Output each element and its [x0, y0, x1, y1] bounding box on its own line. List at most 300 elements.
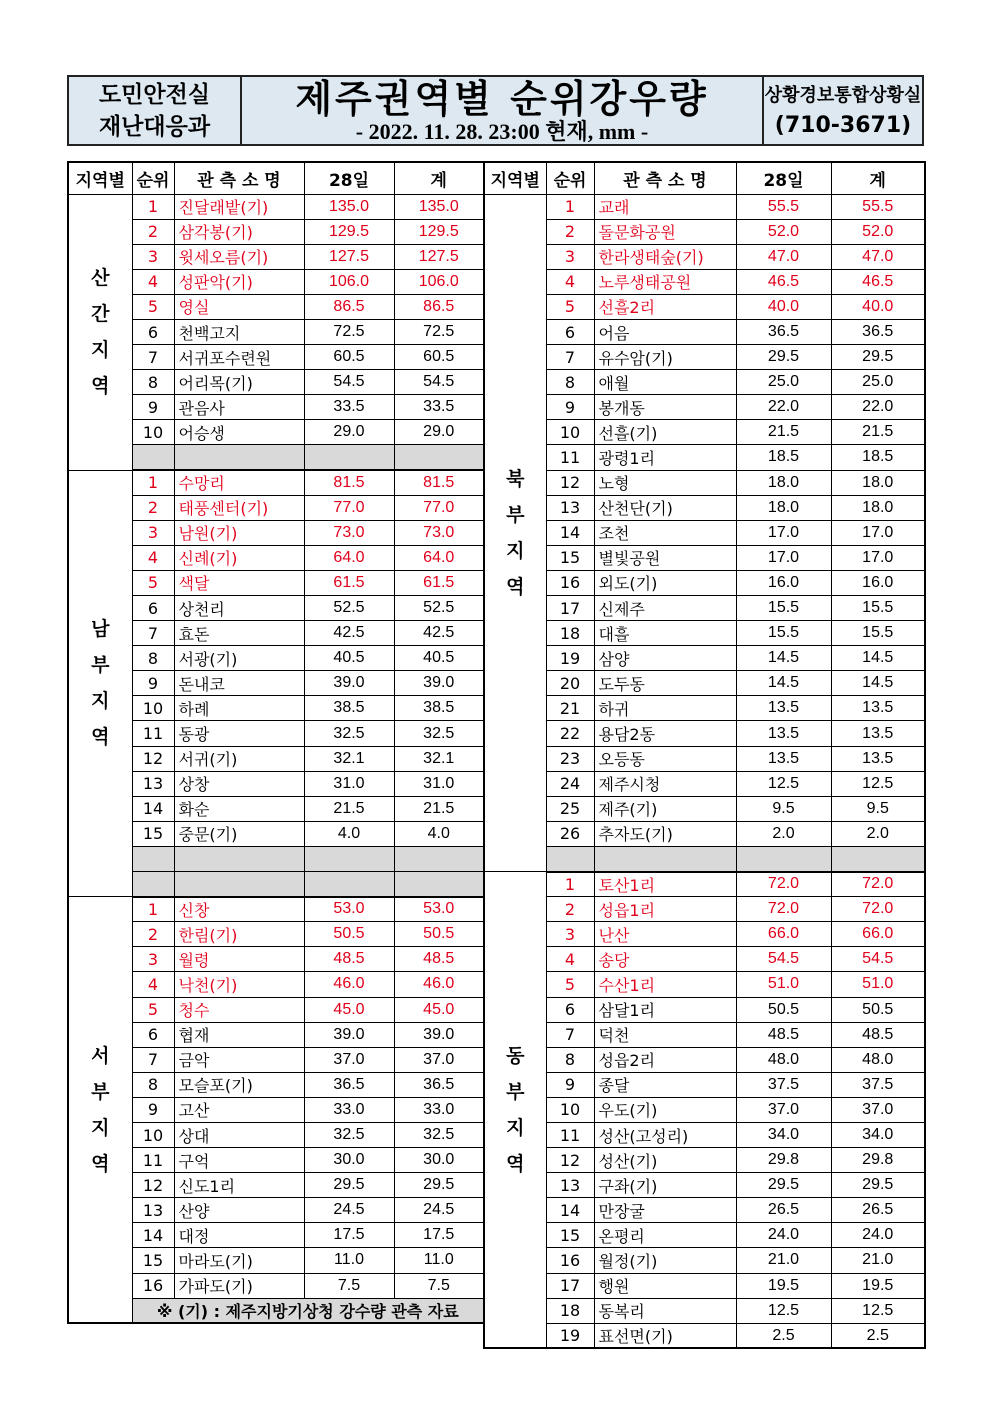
day-rainfall-cell: 72.0	[736, 872, 831, 897]
station-name-cell: 월정(기)	[594, 1248, 736, 1273]
station-name-cell: 천백고지	[174, 319, 304, 344]
total-rainfall-cell: 24.0	[831, 1223, 925, 1248]
total-rainfall-cell: 29.5	[831, 1173, 925, 1198]
total-rainfall-cell: 18.5	[831, 445, 925, 470]
day-rainfall-cell: 129.5	[304, 219, 394, 244]
day-rainfall-cell: 21.5	[736, 420, 831, 445]
total-rainfall-cell: 2.0	[831, 821, 925, 846]
total-rainfall-cell: 86.5	[394, 294, 484, 319]
day-rainfall-cell: 55.5	[736, 194, 831, 219]
table-row	[484, 1173, 925, 1198]
total-rainfall-cell: 135.0	[394, 194, 484, 219]
rank-col-header: 순위	[546, 162, 594, 194]
table-row	[484, 495, 925, 520]
region-label	[484, 194, 546, 872]
day-rainfall-cell: 66.0	[736, 922, 831, 947]
station-name-cell: 신도1리	[174, 1173, 304, 1198]
station-name-cell: 종달	[594, 1072, 736, 1097]
rank-cell: 23	[546, 746, 594, 771]
day-rainfall-cell: 2.5	[736, 1323, 831, 1348]
day-rainfall-cell: 52.5	[304, 596, 394, 621]
station-name-cell: 만장굴	[594, 1198, 736, 1223]
rank-cell: 2	[132, 219, 174, 244]
day-rainfall-cell: 127.5	[304, 244, 394, 269]
station-name-cell: 제주(기)	[594, 796, 736, 821]
station-name-cell: 표선면(기)	[594, 1323, 736, 1348]
total-rainfall-cell: 48.5	[831, 1022, 925, 1047]
day-rainfall-cell: 12.5	[736, 1298, 831, 1323]
total-rainfall-cell: 48.5	[394, 947, 484, 972]
table-row	[484, 420, 925, 445]
station-name-cell: 상창	[174, 771, 304, 796]
day-rainfall-cell: 11.0	[304, 1248, 394, 1273]
table-row	[484, 1097, 925, 1122]
day-rainfall-cell: 16.0	[736, 570, 831, 595]
day-rainfall-cell: 15.5	[736, 621, 831, 646]
day-rainfall-cell: 25.0	[736, 370, 831, 395]
right-rainfall-table	[483, 161, 926, 1349]
table-row	[484, 821, 925, 846]
blank-cell	[132, 846, 174, 871]
rank-cell: 4	[546, 947, 594, 972]
rank-cell: 12	[546, 470, 594, 495]
region-label-char: 지	[91, 1116, 110, 1139]
day-rainfall-cell: 50.5	[304, 922, 394, 947]
rank-cell: 7	[546, 1022, 594, 1047]
total-rainfall-cell: 52.5	[394, 596, 484, 621]
blank-cell	[132, 872, 174, 897]
blank-cell	[394, 872, 484, 897]
rank-cell: 11	[132, 1148, 174, 1173]
blank-row	[484, 846, 925, 871]
station-name-cell: 중문(기)	[174, 821, 304, 846]
total-rainfall-cell: 18.0	[831, 495, 925, 520]
table-row	[484, 972, 925, 997]
department-line1: 도민안전실	[98, 81, 211, 108]
rank-cell: 6	[132, 596, 174, 621]
rank-cell: 13	[546, 1173, 594, 1198]
station-name-cell: 진달래밭(기)	[174, 194, 304, 219]
table-row	[484, 1223, 925, 1248]
total-rainfall-cell: 21.5	[394, 796, 484, 821]
station-name-cell: 상천리	[174, 596, 304, 621]
station-name-cell: 우도(기)	[594, 1097, 736, 1122]
station-name-cell: 신제주	[594, 596, 736, 621]
day-rainfall-cell: 60.5	[304, 345, 394, 370]
total-rainfall-cell: 46.5	[831, 269, 925, 294]
day-rainfall-cell: 12.5	[736, 771, 831, 796]
total-rainfall-cell: 13.5	[831, 746, 925, 771]
rank-cell: 1	[546, 194, 594, 219]
day-rainfall-cell: 40.5	[304, 646, 394, 671]
station-name-cell: 성판악(기)	[174, 269, 304, 294]
rank-cell: 11	[546, 445, 594, 470]
table-row	[484, 796, 925, 821]
column-header-row	[484, 162, 925, 194]
station-name-cell: 송당	[594, 947, 736, 972]
station-name-cell: 별빛공원	[594, 545, 736, 570]
total-rainfall-cell: 39.0	[394, 671, 484, 696]
rank-cell: 7	[132, 345, 174, 370]
total-rainfall-cell: 13.5	[831, 721, 925, 746]
day-rainfall-cell: 37.0	[304, 1047, 394, 1072]
region-label-char: 남	[91, 618, 110, 641]
page-title: 제주권역별 순위강우량	[295, 76, 709, 121]
day-rainfall-cell: 29.8	[736, 1148, 831, 1173]
day-rainfall-cell: 46.0	[304, 972, 394, 997]
day-rainfall-cell: 77.0	[304, 495, 394, 520]
total-rainfall-cell: 55.5	[831, 194, 925, 219]
station-name-cell: 선흘2리	[594, 294, 736, 319]
total-rainfall-cell: 32.5	[394, 721, 484, 746]
left-rainfall-table	[67, 161, 485, 1324]
station-name-cell: 윗세오름(기)	[174, 244, 304, 269]
day-rainfall-cell: 61.5	[304, 570, 394, 595]
rank-cell: 1	[132, 470, 174, 495]
day-rainfall-cell: 17.5	[304, 1223, 394, 1248]
station-name-cell: 월령	[174, 947, 304, 972]
station-name-cell: 하례	[174, 696, 304, 721]
station-name-cell: 삼각봉(기)	[174, 219, 304, 244]
rank-cell: 18	[546, 621, 594, 646]
day-rainfall-cell: 7.5	[304, 1273, 394, 1298]
total-rainfall-cell: 29.0	[394, 420, 484, 445]
day-rainfall-cell: 4.0	[304, 821, 394, 846]
total-rainfall-cell: 40.0	[831, 294, 925, 319]
region-label-char: 역	[91, 375, 110, 398]
day-rainfall-cell: 73.0	[304, 520, 394, 545]
total-rainfall-cell: 129.5	[394, 219, 484, 244]
total-rainfall-cell: 34.0	[831, 1122, 925, 1147]
total-rainfall-cell: 12.5	[831, 771, 925, 796]
station-name-cell: 영실	[174, 294, 304, 319]
region-label-char: 간	[91, 303, 110, 326]
rank-cell: 17	[546, 1273, 594, 1298]
station-name-cell: 협재	[174, 1022, 304, 1047]
region-label-char: 지	[91, 690, 110, 713]
total-rainfall-cell: 14.5	[831, 671, 925, 696]
total-rainfall-cell: 25.0	[831, 370, 925, 395]
day-rainfall-cell: 36.5	[736, 319, 831, 344]
blank-cell	[594, 846, 736, 871]
station-name-cell: 돈내코	[174, 671, 304, 696]
total-rainfall-cell: 46.0	[394, 972, 484, 997]
day-rainfall-cell: 34.0	[736, 1122, 831, 1147]
rank-cell: 14	[132, 796, 174, 821]
station-name-cell: 삼양	[594, 646, 736, 671]
rank-cell: 11	[546, 1122, 594, 1147]
rank-cell: 10	[546, 1097, 594, 1122]
blank-cell	[831, 846, 925, 871]
rank-cell: 15	[546, 545, 594, 570]
rank-cell: 4	[132, 972, 174, 997]
blank-cell	[736, 846, 831, 871]
station-name-cell: 삼달1리	[594, 997, 736, 1022]
rank-cell: 10	[132, 696, 174, 721]
rank-cell: 2	[132, 922, 174, 947]
rank-cell: 6	[132, 319, 174, 344]
rank-cell: 8	[132, 370, 174, 395]
total-rainfall-cell: 30.0	[394, 1148, 484, 1173]
total-rainfall-cell: 72.0	[831, 872, 925, 897]
rank-cell: 19	[546, 646, 594, 671]
table-row	[484, 621, 925, 646]
day-col-header: 28일	[736, 162, 831, 194]
rank-cell: 3	[132, 244, 174, 269]
day-rainfall-cell: 29.0	[304, 420, 394, 445]
rank-cell: 14	[546, 1198, 594, 1223]
station-name-cell: 색달	[174, 570, 304, 595]
day-rainfall-cell: 46.5	[736, 269, 831, 294]
station-name-cell: 신례(기)	[174, 545, 304, 570]
total-rainfall-cell: 81.5	[394, 470, 484, 495]
total-rainfall-cell: 54.5	[394, 370, 484, 395]
total-rainfall-cell: 4.0	[394, 821, 484, 846]
table-row	[68, 897, 484, 922]
blank-cell	[174, 846, 304, 871]
total-rainfall-cell: 31.0	[394, 771, 484, 796]
region-label	[484, 872, 546, 1349]
station-name-cell: 서귀(기)	[174, 746, 304, 771]
day-rainfall-cell: 72.5	[304, 319, 394, 344]
total-rainfall-cell: 29.8	[831, 1148, 925, 1173]
rank-cell: 16	[546, 1248, 594, 1273]
rank-cell: 5	[132, 294, 174, 319]
office-name: 상황경보통합상황실	[764, 84, 922, 106]
total-rainfall-cell: 13.5	[831, 696, 925, 721]
table-row	[484, 1298, 925, 1323]
rank-cell: 8	[132, 1072, 174, 1097]
rank-col-header: 순위	[132, 162, 174, 194]
title-box	[242, 77, 764, 144]
day-rainfall-cell: 72.0	[736, 897, 831, 922]
rank-cell: 12	[132, 1173, 174, 1198]
station-name-cell: 산양	[174, 1198, 304, 1223]
rank-cell: 10	[546, 420, 594, 445]
region-label-char: 부	[91, 1080, 110, 1103]
station-name-cell: 낙천(기)	[174, 972, 304, 997]
rank-cell: 6	[546, 319, 594, 344]
station-name-cell: 도두동	[594, 671, 736, 696]
station-name-cell: 가파도(기)	[174, 1273, 304, 1298]
day-rainfall-cell: 40.0	[736, 294, 831, 319]
total-rainfall-cell: 48.0	[831, 1047, 925, 1072]
station-name-cell: 외도(기)	[594, 570, 736, 595]
station-name-cell: 신창	[174, 897, 304, 922]
total-rainfall-cell: 7.5	[394, 1273, 484, 1298]
rank-cell: 15	[132, 1248, 174, 1273]
station-name-cell: 제주시청	[594, 771, 736, 796]
day-rainfall-cell: 54.5	[304, 370, 394, 395]
table-row	[484, 721, 925, 746]
table-row	[484, 746, 925, 771]
table-row	[484, 1022, 925, 1047]
total-rainfall-cell: 32.1	[394, 746, 484, 771]
table-row	[484, 470, 925, 495]
rank-cell: 10	[132, 420, 174, 445]
table-row	[484, 596, 925, 621]
table-row	[484, 771, 925, 796]
day-rainfall-cell: 48.5	[304, 947, 394, 972]
station-name-cell: 추자도(기)	[594, 821, 736, 846]
blank-cell	[132, 445, 174, 470]
rank-cell: 8	[132, 646, 174, 671]
table-row	[484, 194, 925, 219]
day-rainfall-cell: 22.0	[736, 395, 831, 420]
total-rainfall-cell: 15.5	[831, 621, 925, 646]
station-name-cell: 봉개동	[594, 395, 736, 420]
day-rainfall-cell: 30.0	[304, 1148, 394, 1173]
total-rainfall-cell: 24.5	[394, 1198, 484, 1223]
day-rainfall-cell: 31.0	[304, 771, 394, 796]
day-rainfall-cell: 24.5	[304, 1198, 394, 1223]
rank-cell: 7	[132, 621, 174, 646]
total-rainfall-cell: 51.0	[831, 972, 925, 997]
station-name-cell: 토산1리	[594, 872, 736, 897]
total-rainfall-cell: 127.5	[394, 244, 484, 269]
station-name-cell: 어승생	[174, 420, 304, 445]
total-rainfall-cell: 40.5	[394, 646, 484, 671]
day-rainfall-cell: 33.5	[304, 395, 394, 420]
total-rainfall-cell: 106.0	[394, 269, 484, 294]
rank-cell: 4	[132, 545, 174, 570]
day-rainfall-cell: 33.0	[304, 1097, 394, 1122]
region-label-char: 부	[506, 503, 525, 526]
table-row	[484, 570, 925, 595]
station-col-header: 관 측 소 명	[594, 162, 736, 194]
rank-cell: 13	[132, 771, 174, 796]
station-name-cell: 어음	[594, 319, 736, 344]
station-name-cell: 성읍2리	[594, 1047, 736, 1072]
rank-cell: 2	[546, 897, 594, 922]
day-rainfall-cell: 32.5	[304, 1122, 394, 1147]
total-rainfall-cell: 2.5	[831, 1323, 925, 1348]
station-name-cell: 어리목(기)	[174, 370, 304, 395]
rank-cell: 19	[546, 1323, 594, 1348]
table-row	[484, 1323, 925, 1348]
office-phone: (710-3671)	[774, 112, 912, 138]
station-name-cell: 금악	[174, 1047, 304, 1072]
day-rainfall-cell: 29.5	[736, 1173, 831, 1198]
total-rainfall-cell: 16.0	[831, 570, 925, 595]
rank-cell: 11	[132, 721, 174, 746]
station-name-cell: 오등동	[594, 746, 736, 771]
region-label-char: 지	[506, 539, 525, 562]
station-name-cell: 청수	[174, 997, 304, 1022]
day-rainfall-cell: 24.0	[736, 1223, 831, 1248]
rank-cell: 15	[132, 821, 174, 846]
office-box	[764, 77, 922, 144]
total-rainfall-cell: 72.0	[831, 897, 925, 922]
station-name-cell: 조천	[594, 520, 736, 545]
table-row	[484, 922, 925, 947]
day-rainfall-cell: 37.0	[736, 1097, 831, 1122]
rank-cell: 5	[546, 972, 594, 997]
table-row	[484, 370, 925, 395]
rank-cell: 2	[132, 495, 174, 520]
total-rainfall-cell: 32.5	[394, 1122, 484, 1147]
day-rainfall-cell: 18.0	[736, 495, 831, 520]
table-row	[484, 244, 925, 269]
total-rainfall-cell: 17.0	[831, 520, 925, 545]
table-row	[484, 1273, 925, 1298]
total-rainfall-cell: 53.0	[394, 897, 484, 922]
rank-cell: 26	[546, 821, 594, 846]
station-name-cell: 화순	[174, 796, 304, 821]
day-rainfall-cell: 48.0	[736, 1047, 831, 1072]
total-rainfall-cell: 11.0	[394, 1248, 484, 1273]
rank-cell: 12	[132, 746, 174, 771]
day-rainfall-cell: 39.0	[304, 1022, 394, 1047]
station-name-cell: 한림(기)	[174, 922, 304, 947]
rank-cell: 8	[546, 370, 594, 395]
station-name-cell: 노형	[594, 470, 736, 495]
total-rainfall-cell: 36.5	[831, 319, 925, 344]
station-name-cell: 효돈	[174, 621, 304, 646]
rank-cell: 1	[132, 194, 174, 219]
page-subtitle: - 2022. 11. 28. 23:00 현재, mm -	[355, 118, 649, 144]
total-rainfall-cell: 9.5	[831, 796, 925, 821]
rank-cell: 14	[132, 1223, 174, 1248]
total-rainfall-cell: 22.0	[831, 395, 925, 420]
rank-cell: 1	[132, 897, 174, 922]
day-rainfall-cell: 81.5	[304, 470, 394, 495]
total-rainfall-cell: 17.0	[831, 545, 925, 570]
day-rainfall-cell: 64.0	[304, 545, 394, 570]
rank-cell: 18	[546, 1298, 594, 1323]
region-label-char: 지	[91, 339, 110, 362]
rank-cell: 9	[546, 395, 594, 420]
station-name-cell: 유수암(기)	[594, 345, 736, 370]
table-row	[484, 1198, 925, 1223]
total-rainfall-cell: 77.0	[394, 495, 484, 520]
rank-cell: 9	[132, 395, 174, 420]
total-rainfall-cell: 72.5	[394, 319, 484, 344]
rank-cell: 13	[546, 495, 594, 520]
department-line2: 재난대응과	[98, 113, 211, 140]
day-rainfall-cell: 45.0	[304, 997, 394, 1022]
day-rainfall-cell: 18.0	[736, 470, 831, 495]
day-rainfall-cell: 17.0	[736, 545, 831, 570]
total-rainfall-cell: 38.5	[394, 696, 484, 721]
day-rainfall-cell: 13.5	[736, 696, 831, 721]
blank-cell	[394, 846, 484, 871]
rank-cell: 5	[546, 294, 594, 319]
blank-cell	[546, 846, 594, 871]
total-col-header: 계	[394, 162, 484, 194]
total-rainfall-cell: 47.0	[831, 244, 925, 269]
table-row	[484, 219, 925, 244]
station-name-cell: 성산(고성리)	[594, 1122, 736, 1147]
table-row	[484, 545, 925, 570]
rank-cell: 22	[546, 721, 594, 746]
day-rainfall-cell: 19.5	[736, 1273, 831, 1298]
total-rainfall-cell: 26.5	[831, 1198, 925, 1223]
station-name-cell: 용담2동	[594, 721, 736, 746]
rank-cell: 8	[546, 1047, 594, 1072]
station-name-cell: 태풍센터(기)	[174, 495, 304, 520]
blank-cell	[174, 445, 304, 470]
table-row	[484, 997, 925, 1022]
total-rainfall-cell: 33.0	[394, 1097, 484, 1122]
station-name-cell: 수산1리	[594, 972, 736, 997]
day-rainfall-cell: 15.5	[736, 596, 831, 621]
table-row	[484, 1148, 925, 1173]
blank-cell	[394, 445, 484, 470]
table-row	[484, 319, 925, 344]
region-label-char: 역	[91, 1152, 110, 1175]
table-row	[484, 294, 925, 319]
